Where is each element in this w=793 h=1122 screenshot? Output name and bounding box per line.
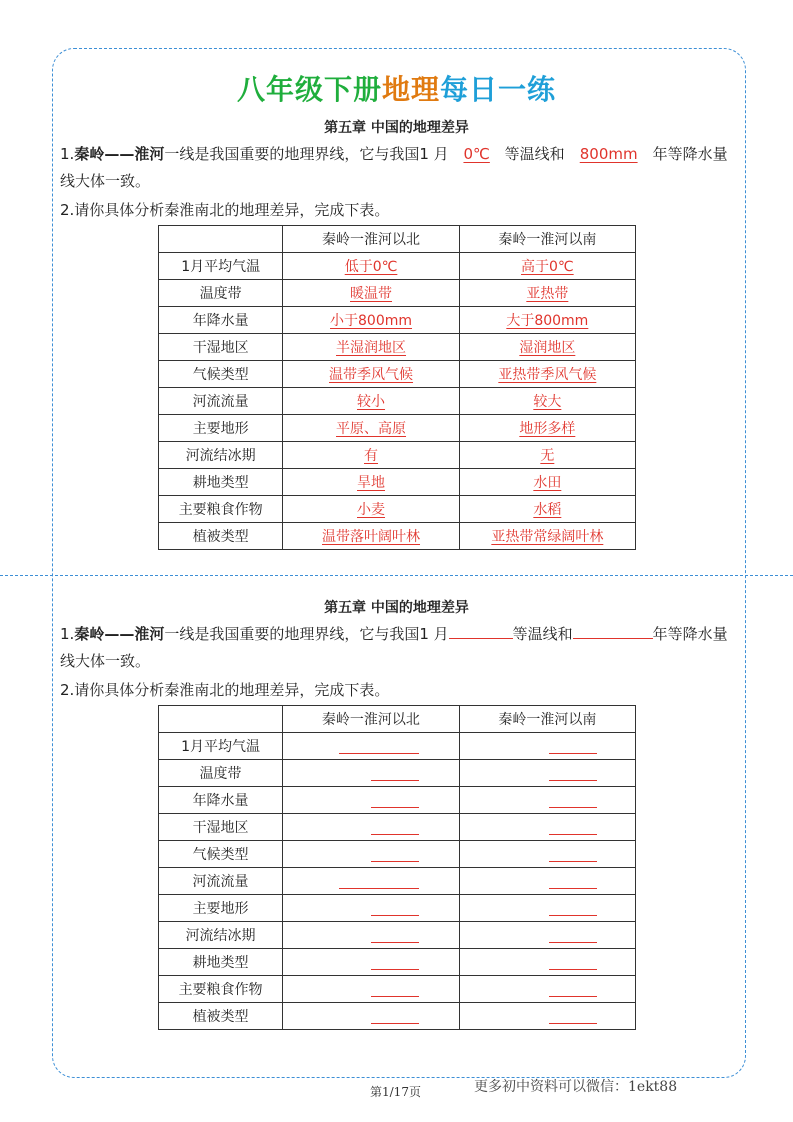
fill-blank-south[interactable] — [549, 1009, 597, 1024]
cell-north — [283, 496, 459, 523]
table-row — [159, 334, 636, 361]
page-title — [0, 68, 793, 108]
cell-north — [283, 814, 460, 841]
table-header-south: 秦岭一淮河以南 — [459, 226, 635, 253]
table-row — [159, 895, 636, 922]
cell-south — [459, 442, 635, 469]
fill-blank-south[interactable] — [549, 955, 597, 970]
table-header-south: 秦岭一淮河以南 — [459, 706, 635, 733]
row-label: 主要地形 — [159, 895, 283, 922]
answer-south: 高于0℃ — [521, 259, 574, 275]
answer-south: 水田 — [533, 475, 562, 491]
cell-north — [283, 469, 459, 496]
row-label: 主要粮食作物 — [159, 496, 283, 523]
table-header-row — [159, 706, 636, 733]
fill-blank-north[interactable] — [371, 1009, 419, 1024]
table-row — [159, 388, 636, 415]
cell-north — [283, 280, 459, 307]
fill-blank-south[interactable] — [549, 766, 597, 781]
cell-north — [283, 1003, 460, 1030]
question-2: 2.请你具体分析秦淮南北的地理差异，完成下表。 — [60, 201, 390, 219]
row-label: 河流流量 — [159, 388, 283, 415]
cell-north — [283, 841, 460, 868]
answer-south: 大于800mm — [506, 313, 589, 329]
fill-blank-north[interactable] — [371, 820, 419, 835]
row-label: 年降水量 — [159, 787, 283, 814]
table-row — [159, 787, 636, 814]
table-row — [159, 469, 636, 496]
table-header-row — [159, 226, 636, 253]
row-label: 河流结冰期 — [159, 922, 283, 949]
row-label: 1月平均气温 — [159, 733, 283, 760]
fill-blank-north[interactable] — [371, 982, 419, 997]
cell-south — [459, 841, 635, 868]
table-row — [159, 976, 636, 1003]
cell-south — [459, 922, 635, 949]
table-row — [159, 361, 636, 388]
table-header-empty — [159, 706, 283, 733]
answer-south: 水稻 — [533, 502, 562, 518]
row-label: 年降水量 — [159, 307, 283, 334]
table-row — [159, 442, 636, 469]
fill-blank-south[interactable] — [549, 793, 597, 808]
answer-north: 旱地 — [357, 475, 386, 491]
title-part-daily: 每日一练 — [440, 73, 557, 106]
table-row — [159, 760, 636, 787]
cell-south — [459, 1003, 635, 1030]
table-row — [159, 949, 636, 976]
table-row — [159, 523, 636, 550]
answer-south: 湿润地区 — [519, 340, 576, 356]
cell-north — [283, 976, 460, 1003]
cell-north — [283, 361, 459, 388]
cell-north — [283, 388, 459, 415]
keyword-qinling-huaihe-blank: 秦岭——淮河 — [74, 625, 165, 643]
answer-north: 较小 — [357, 394, 386, 410]
table-row — [159, 841, 636, 868]
comparison-table-blank — [158, 705, 636, 1030]
table-row — [159, 253, 636, 280]
answer-blank-precipitation: 800mm — [579, 145, 638, 163]
row-label: 主要地形 — [159, 415, 283, 442]
cell-south — [459, 334, 635, 361]
fill-blank-south[interactable] — [549, 820, 597, 835]
table-row — [159, 814, 636, 841]
row-label: 植被类型 — [159, 1003, 283, 1030]
cell-south — [459, 760, 635, 787]
cell-south — [459, 895, 635, 922]
fill-blank-north[interactable] — [339, 874, 419, 889]
table-row — [159, 1003, 636, 1030]
fill-blank-north[interactable] — [371, 901, 419, 916]
fill-blank-south[interactable] — [549, 847, 597, 862]
cell-south — [459, 415, 635, 442]
fill-blank-temperature[interactable] — [449, 622, 513, 639]
title-part-grade: 八年级下册 — [236, 73, 382, 106]
row-label: 气候类型 — [159, 361, 283, 388]
page-number: 第1/17页 — [370, 1085, 421, 1099]
row-label: 耕地类型 — [159, 469, 283, 496]
table-header-north: 秦岭一淮河以北 — [283, 226, 459, 253]
table-row — [159, 496, 636, 523]
table-header-empty — [159, 226, 283, 253]
title-part-subject: 地理 — [381, 73, 440, 106]
cell-south — [459, 388, 635, 415]
row-label: 干湿地区 — [159, 814, 283, 841]
cell-south — [459, 253, 635, 280]
row-label: 温度带 — [159, 280, 283, 307]
question-1-blank: 1.秦岭——淮河一线是我国重要的地理界线，它与我国1 月 等温线和 年等降水量线大体一致。 — [60, 621, 740, 675]
cell-south — [459, 280, 635, 307]
fill-blank-north[interactable] — [371, 766, 419, 781]
chapter-heading: 第五章 中国的地理差异 — [324, 120, 469, 136]
question-1: 1.秦岭——淮河一线是我国重要的地理界线，它与我国1 月 0℃ 等温线和 800mm 年等降水量线大体一致。 — [60, 141, 740, 195]
answer-south: 无 — [540, 448, 555, 464]
answer-south: 地形多样 — [519, 421, 576, 437]
answer-south: 亚热带常绿阔叶林 — [491, 529, 604, 545]
fill-blank-south[interactable] — [549, 901, 597, 916]
cell-south — [459, 361, 635, 388]
cell-south — [459, 733, 635, 760]
answer-north: 温带季风气候 — [329, 367, 414, 383]
fill-blank-south[interactable] — [549, 928, 597, 943]
table-header-north: 秦岭一淮河以北 — [283, 706, 460, 733]
row-label: 河流结冰期 — [159, 442, 283, 469]
cell-south — [459, 814, 635, 841]
cell-south — [459, 868, 635, 895]
fill-blank-north[interactable] — [339, 739, 419, 754]
fill-blank-south[interactable] — [549, 739, 597, 754]
keyword-qinling-huaihe: 秦岭——淮河 — [74, 145, 165, 163]
answer-north: 低于0℃ — [344, 259, 398, 275]
fill-blank-south[interactable] — [549, 982, 597, 997]
row-label: 干湿地区 — [159, 334, 283, 361]
cell-north — [283, 787, 460, 814]
question-2-blank: 2.请你具体分析秦淮南北的地理差异，完成下表。 — [60, 681, 390, 699]
answer-north: 半湿润地区 — [336, 340, 407, 356]
cell-south — [459, 523, 635, 550]
section-divider — [0, 575, 793, 576]
table-row — [159, 733, 636, 760]
cell-north — [283, 253, 459, 280]
answer-south: 亚热带 — [526, 286, 569, 302]
answer-blank-temperature: 0℃ — [463, 145, 490, 163]
answer-north: 暖温带 — [350, 286, 393, 302]
chapter-heading-blank: 第五章 中国的地理差异 — [324, 600, 469, 616]
fill-blank-south[interactable] — [549, 874, 597, 889]
row-label: 主要粮食作物 — [159, 976, 283, 1003]
answer-north: 温带落叶阔叶林 — [322, 529, 421, 545]
cell-south — [459, 307, 635, 334]
cell-south — [459, 976, 635, 1003]
row-label: 1月平均气温 — [159, 253, 283, 280]
cell-north — [283, 868, 460, 895]
answer-north: 有 — [364, 448, 379, 464]
cell-north — [283, 895, 460, 922]
fill-blank-north[interactable] — [371, 847, 419, 862]
cell-north — [283, 415, 459, 442]
row-label: 耕地类型 — [159, 949, 283, 976]
row-label: 温度带 — [159, 760, 283, 787]
table-row — [159, 868, 636, 895]
fill-blank-north[interactable] — [371, 793, 419, 808]
cell-north — [283, 523, 459, 550]
cell-north — [283, 307, 459, 334]
answer-north: 平原、高原 — [336, 421, 407, 437]
cell-north — [283, 760, 460, 787]
cell-north — [283, 442, 459, 469]
row-label: 气候类型 — [159, 841, 283, 868]
table-row — [159, 922, 636, 949]
cell-south — [459, 469, 635, 496]
answer-north: 小麦 — [357, 502, 386, 518]
row-label: 河流流量 — [159, 868, 283, 895]
table-row — [159, 307, 636, 334]
cell-north — [283, 922, 460, 949]
cell-north — [283, 949, 460, 976]
row-label: 植被类型 — [159, 523, 283, 550]
answer-north: 小于800mm — [330, 313, 413, 329]
fill-blank-north[interactable] — [371, 928, 419, 943]
cell-north — [283, 733, 460, 760]
footer-note: 更多初中资料可以微信：1ekt88 — [474, 1079, 678, 1095]
fill-blank-north[interactable] — [371, 955, 419, 970]
comparison-table-answered — [158, 225, 636, 550]
table-row — [159, 280, 636, 307]
answer-south: 亚热带季风气候 — [498, 367, 597, 383]
cell-south — [459, 496, 635, 523]
cell-north — [283, 334, 459, 361]
table-row — [159, 415, 636, 442]
answer-south: 较大 — [533, 394, 562, 410]
fill-blank-precipitation[interactable] — [573, 622, 653, 639]
cell-south — [459, 949, 635, 976]
cell-south — [459, 787, 635, 814]
